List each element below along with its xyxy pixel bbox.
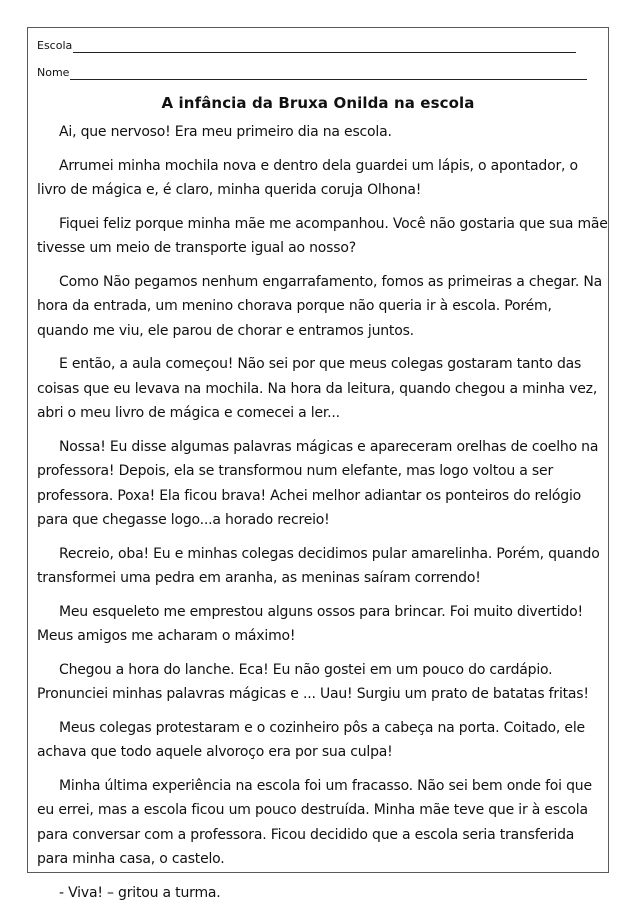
story-paragraph	[37, 774, 603, 872]
story-title: A infância da Bruxa Onilda na escola	[161, 94, 475, 112]
story-line: eu errei, mas a escola ficou um pouco destruída. Minha mãe teve que ir à escola	[37, 802, 588, 818]
story-line: Chegou a hora do lanche. Eca! Eu não gostei em um pouco do cardápio.	[59, 661, 553, 678]
story-line: Recreio, oba! Eu e minhas colegas decidimos pular amarelinha. Porém, quando	[59, 545, 600, 562]
name-blank-line[interactable]	[70, 68, 587, 80]
story-line: Meus amigos me acharam o máximo!	[37, 628, 296, 644]
story-line: Pronunciei minhas palavras mágicas e ... Uau! Surgiu um prato de batatas fritas!	[37, 686, 589, 702]
story-line: Nossa! Eu disse algumas palavras mágicas e apareceram orelhas de coelho na	[59, 438, 599, 455]
worksheet-page	[27, 27, 609, 901]
school-blank-line[interactable]	[73, 41, 576, 53]
story-line: - Viva! – gritou a turma.	[59, 884, 221, 901]
story-paragraph	[37, 716, 603, 765]
story-paragraph	[37, 270, 603, 344]
story-paragraph	[37, 542, 603, 591]
name-field	[37, 66, 587, 80]
story-line: quando me viu, ele parou de chorar e entramos juntos.	[37, 322, 414, 339]
story-line: professora. Poxa! Ela ficou brava! Achei melhor adiantar os ponteiros do relógio	[37, 487, 582, 504]
story-paragraph	[37, 352, 603, 426]
story-line: Meu esqueleto me emprestou alguns ossos para brincar. Foi muito divertido!	[59, 603, 583, 620]
story-paragraph	[37, 435, 603, 533]
story-line: Fiquei feliz porque minha mãe me acompanhou. Você não gostaria que sua mãe	[59, 215, 608, 232]
story-line: E então, a aula começou! Não sei por que meus colegas gostaram tanto das	[59, 356, 582, 372]
story-line: Minha última experiência na escola foi um fracasso. Não sei bem onde foi que	[59, 777, 592, 794]
story-paragraph	[37, 600, 603, 649]
story-line: tivesse um meio de transporte igual ao nosso?	[37, 240, 356, 256]
story-line: livro de mágica e, é claro, minha querida coruja Olhona!	[37, 182, 422, 198]
story-paragraph	[37, 658, 603, 707]
story-line: professora! Depois, ela se transformou num elefante, mas logo voltou a ser	[37, 463, 553, 479]
school-field	[37, 39, 576, 53]
story-line: Como Não pegamos nenhum engarrafamento, fomos as primeiras a chegar. Na	[59, 273, 602, 290]
story-line: para que chegasse logo...a horado recreio!	[37, 512, 330, 528]
story-line: transformei uma pedra em aranha, as meninas saíram correndo!	[37, 570, 481, 586]
story-line: para minha casa, o castelo.	[37, 851, 225, 867]
story-line: Meus colegas protestaram e o cozinheiro pôs a cabeça na porta. Coitado, ele	[59, 719, 585, 736]
story-line: hora da entrada, um menino chorava porque não queria ir à escola. Porém,	[37, 298, 552, 314]
story-body	[37, 120, 608, 914]
name-label: Nome	[37, 66, 70, 79]
story-paragraph	[37, 212, 608, 261]
story-line: abri o meu livro de mágica e comecei a ler...	[37, 405, 340, 421]
story-line: Arrumei minha mochila nova e dentro dela guardei um lápis, o apontador, o	[59, 157, 578, 174]
story-paragraph	[37, 881, 603, 906]
story-line: coisas que eu levava na mochila. Na hora da leitura, quando chegou a minha vez,	[37, 380, 598, 397]
story-line: Ai, que nervoso! Era meu primeiro dia na escola.	[59, 124, 392, 140]
story-line: achava que todo aquele alvoroço era por sua culpa!	[37, 744, 393, 760]
story-paragraph	[37, 120, 603, 145]
story-paragraph	[37, 154, 603, 203]
story-line: para conversar com a professora. Ficou decidido que a escola seria transferida	[37, 826, 575, 843]
school-label: Escola	[37, 39, 73, 52]
